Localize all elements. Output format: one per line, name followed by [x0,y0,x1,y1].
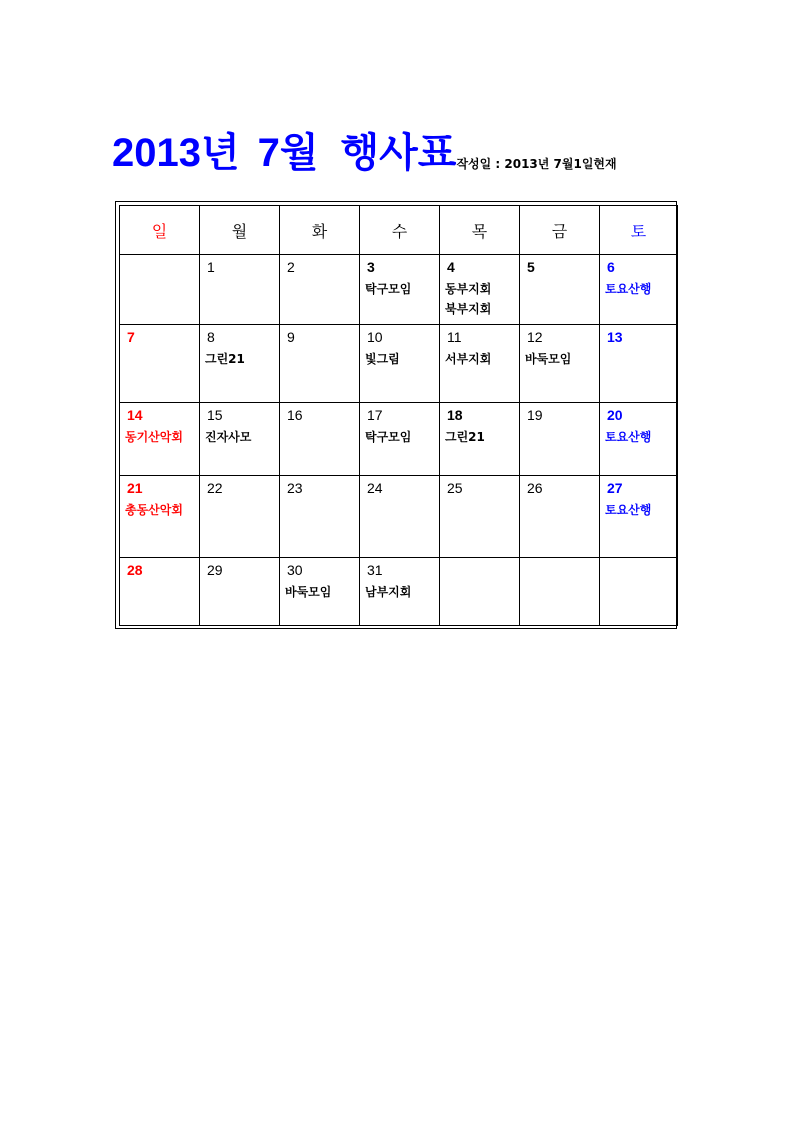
day-cell [120,255,200,325]
day-number: 16 [287,407,303,423]
day-number: 12 [527,329,543,345]
day-number: 9 [287,329,295,345]
weekday-thursday: 목 [440,206,520,255]
day-cell [280,255,360,325]
day-number: 7 [127,329,135,345]
event-label: 총동산악회 [125,503,183,517]
event-label: 빛그림 [365,352,400,366]
event-label: 진자사모 [205,430,252,444]
day-number: 20 [607,407,623,423]
day-number [440,558,519,562]
week-row [120,255,678,325]
day-cell [200,558,280,626]
day-cell [520,255,600,325]
event-label: 탁구모임 [365,282,412,296]
event-label: 바둑모임 [285,585,332,599]
day-cell [120,558,200,626]
weekday-sunday: 일 [120,206,200,255]
event-label: 탁구모임 [365,430,412,444]
day-number: 8 [207,329,215,345]
page-title [112,128,456,178]
day-number: 14 [127,407,143,423]
day-cell [360,558,440,626]
day-number [600,558,677,562]
day-number: 21 [127,480,143,496]
title-schedule: 행사표 [340,131,457,175]
day-cell [440,558,520,626]
day-cell [520,325,600,403]
day-number: 6 [607,259,615,275]
day-cell [200,325,280,403]
event-label: 남부지회 [365,585,412,599]
event-label: 그린21 [205,352,245,366]
day-cell [600,325,678,403]
day-number: 13 [607,329,623,345]
weekday-monday: 월 [200,206,280,255]
day-number: 18 [447,407,463,423]
day-cell [520,403,600,476]
week-row [120,403,678,476]
day-number: 27 [607,480,623,496]
title-month: 7월 [257,131,319,175]
day-cell [600,558,678,626]
day-cell [360,476,440,558]
day-number: 5 [527,259,535,275]
day-cell [440,403,520,476]
day-number: 19 [527,407,543,423]
event-label: 토요산행 [605,430,652,444]
weekday-saturday: 토 [600,206,678,255]
week-row [120,476,678,558]
event-label: 그린21 [445,430,485,444]
event-label: 북부지회 [445,302,492,316]
day-number: 28 [127,562,143,578]
day-number: 17 [367,407,383,423]
day-cell [120,325,200,403]
weekday-tuesday: 화 [280,206,360,255]
day-cell [520,558,600,626]
week-row [120,325,678,403]
day-cell [280,558,360,626]
day-number: 15 [207,407,223,423]
weekday-friday: 금 [520,206,600,255]
day-cell [600,403,678,476]
day-number: 23 [287,480,303,496]
day-number: 22 [207,480,223,496]
day-cell [440,255,520,325]
day-cell [200,403,280,476]
day-cell [280,476,360,558]
day-number: 29 [207,562,223,578]
day-cell [600,476,678,558]
day-number: 26 [527,480,543,496]
weekday-header-row [120,206,678,255]
day-number [520,558,599,562]
week-row [120,558,678,626]
day-number: 24 [367,480,383,496]
day-cell [360,325,440,403]
event-label: 바둑모임 [525,352,572,366]
event-label: 동기산악회 [125,430,183,444]
day-number: 1 [207,259,215,275]
day-cell [280,325,360,403]
day-number: 31 [367,562,383,578]
event-label: 토요산행 [605,282,652,296]
calendar-table [119,205,678,626]
day-cell [360,403,440,476]
day-number [120,255,199,259]
calendar-body [120,255,678,626]
written-date: 작성일 : 2013년 7월1일현재 [456,157,617,171]
day-cell [600,255,678,325]
day-number: 25 [447,480,463,496]
event-label: 토요산행 [605,503,652,517]
day-cell [200,255,280,325]
day-cell [520,476,600,558]
event-label: 서부지회 [445,352,492,366]
day-cell [280,403,360,476]
day-cell [440,325,520,403]
day-number: 11 [447,329,462,345]
day-cell [200,476,280,558]
title-year: 2013년 [112,131,240,175]
day-number: 3 [367,259,375,275]
day-number: 2 [287,259,295,275]
day-number: 30 [287,562,303,578]
day-cell [440,476,520,558]
weekday-wednesday: 수 [360,206,440,255]
day-cell [360,255,440,325]
day-number: 10 [367,329,383,345]
title-row [112,128,712,178]
day-cell [120,476,200,558]
calendar-frame [115,201,677,629]
event-label: 동부지회 [445,282,492,296]
day-cell [120,403,200,476]
day-number: 4 [447,259,455,275]
